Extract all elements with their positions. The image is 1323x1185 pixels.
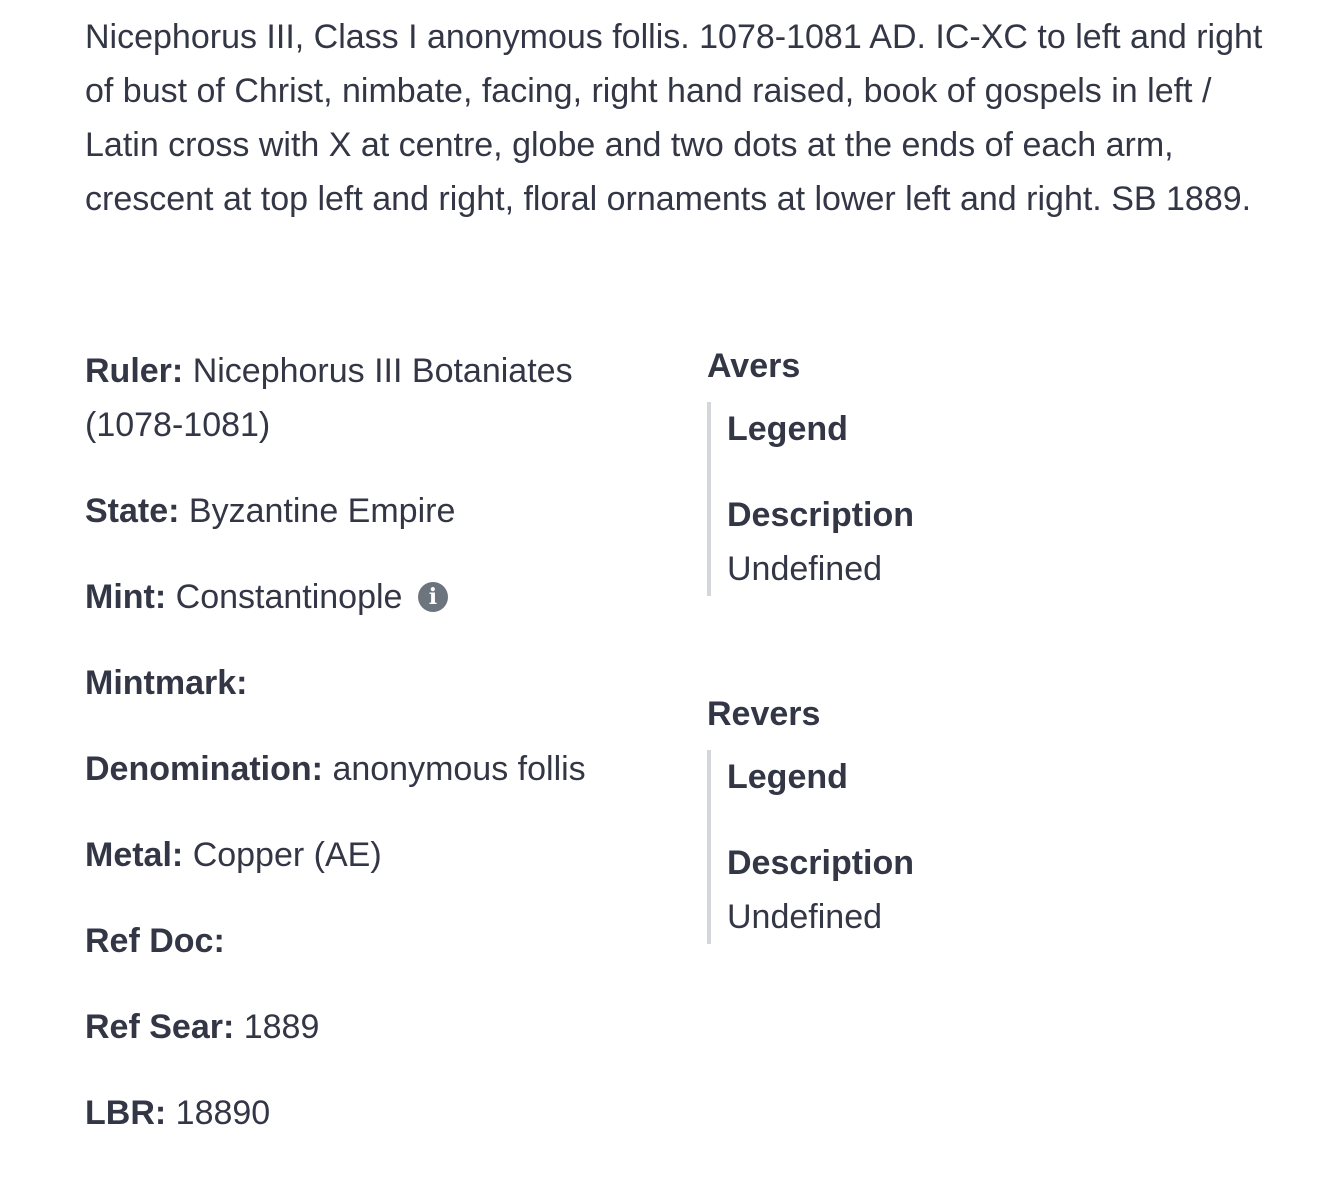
avers-title: Avers bbox=[707, 347, 801, 385]
info-icon[interactable]: i bbox=[418, 582, 448, 612]
lbr-label: LBR: bbox=[85, 1094, 167, 1132]
coin-description: Nicephorus III, Class I anonymous follis. 1078-1081 AD. IC-XC to left and right of bust of Christ, nimbate, facing, right hand raised, book of gospels in left / Latin cross with X at centre, globe and two dots at the ends of each arm, crescent at top left and right, floral ornaments at lower left and right. SB 1889. bbox=[85, 18, 1263, 218]
ref-sear-value: 1889 bbox=[243, 1008, 320, 1046]
ruler-field bbox=[85, 344, 675, 452]
ref-doc-label: Ref Doc: bbox=[85, 922, 225, 960]
revers-title: Revers bbox=[707, 695, 821, 733]
revers-description-value: Undefined bbox=[727, 898, 883, 936]
mint-value: Constantinople bbox=[175, 578, 403, 616]
state-label: State: bbox=[85, 492, 180, 530]
ruler-value: Nicephorus III Botaniates (1078-1081) bbox=[85, 352, 573, 444]
denomination-label: Denomination: bbox=[85, 750, 323, 788]
coin-details bbox=[85, 344, 675, 1172]
revers-description-label: Description bbox=[727, 844, 915, 882]
mint-field bbox=[85, 570, 675, 624]
revers-section bbox=[707, 692, 1267, 944]
metal-value: Copper (AE) bbox=[192, 836, 382, 874]
denomination-value: anonymous follis bbox=[332, 750, 586, 788]
metal-label: Metal: bbox=[85, 836, 184, 874]
ref-doc-field bbox=[85, 914, 675, 968]
ref-sear-label: Ref Sear: bbox=[85, 1008, 235, 1046]
state-field bbox=[85, 484, 675, 538]
metal-field bbox=[85, 828, 675, 882]
denomination-field bbox=[85, 742, 675, 796]
lbr-value: 18890 bbox=[175, 1094, 271, 1132]
revers-legend-label: Legend bbox=[727, 758, 848, 796]
mintmark-label: Mintmark: bbox=[85, 664, 248, 702]
avers-description-label: Description bbox=[727, 496, 915, 534]
mintmark-field bbox=[85, 656, 675, 710]
revers-block bbox=[707, 750, 1267, 944]
avers-legend-label: Legend bbox=[727, 410, 848, 448]
avers-section bbox=[707, 344, 1267, 596]
avers-description-value: Undefined bbox=[727, 550, 883, 588]
mint-label: Mint: bbox=[85, 578, 167, 616]
ruler-label: Ruler: bbox=[85, 352, 184, 390]
ref-sear-field bbox=[85, 1000, 675, 1054]
state-value: Byzantine Empire bbox=[188, 492, 456, 530]
avers-block bbox=[707, 402, 1267, 596]
lbr-field bbox=[85, 1086, 675, 1140]
